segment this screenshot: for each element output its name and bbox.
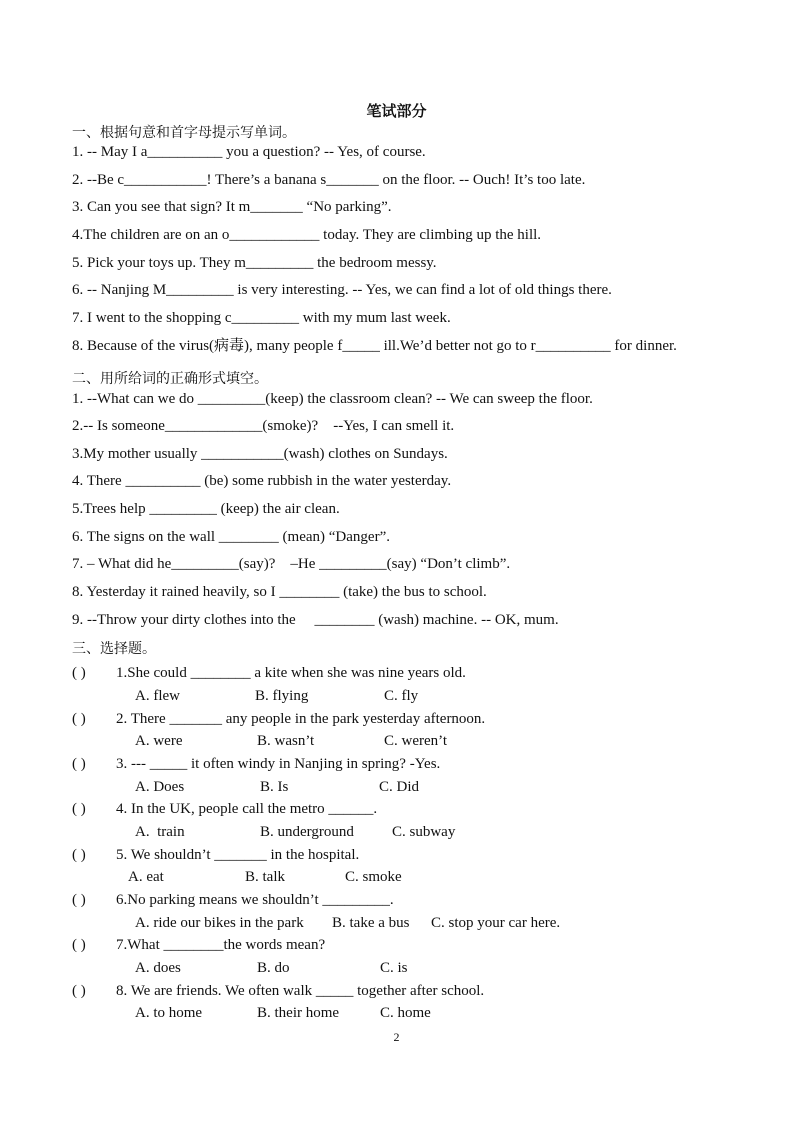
- mc-option-5b: B. talk: [245, 869, 285, 885]
- mc-question-3: 3. --- _____ it often windy in Nanjing in spring? -Yes.: [116, 756, 441, 772]
- answer-bracket: ( ): [72, 801, 86, 817]
- answer-bracket: ( ): [72, 711, 86, 727]
- answer-bracket: ( ): [72, 892, 86, 908]
- section2-heading: 二、用所给词的正确形式填空。: [72, 371, 268, 387]
- mc-option-7b: B. do: [257, 960, 290, 976]
- mc-option-1a: A. flew: [135, 688, 180, 704]
- section3-heading: 三、选择题。: [72, 641, 156, 657]
- answer-bracket: ( ): [72, 665, 86, 681]
- mc-option-4a: A. train: [135, 824, 185, 840]
- s1-item-6: 6. -- Nanjing M_________ is very interesting. -- Yes, we can find a lot of old things there.: [72, 282, 612, 298]
- s2-item-9: 9. --Throw your dirty clothes into the ________ (wash) machine. -- OK, mum.: [72, 612, 559, 628]
- s1-item-7: 7. I went to the shopping c_________ with my mum last week.: [72, 310, 451, 326]
- s2-item-5: 5.Trees help _________ (keep) the air clean.: [72, 501, 340, 517]
- s2-item-7: 7. – What did he_________(say)? –He _________(say) “Don’t climb”.: [72, 556, 511, 572]
- mc-question-8: 8. We are friends. We often walk _____ together after school.: [116, 983, 485, 999]
- s2-item-8: 8. Yesterday it rained heavily, so I ________ (take) the bus to school.: [72, 584, 487, 600]
- answer-bracket: ( ): [72, 937, 86, 953]
- mc-option-8c: C. home: [380, 1005, 431, 1021]
- s2-item-6: 6. The signs on the wall ________ (mean) “Danger”.: [72, 529, 390, 545]
- mc-question-1: 1.She could ________ a kite when she was nine years old.: [116, 665, 466, 681]
- mc-option-3c: C. Did: [379, 779, 420, 795]
- s1-item-3: 3. Can you see that sign? It m_______ “No parking”.: [72, 199, 392, 215]
- mc-option-1b: B. flying: [255, 688, 309, 704]
- mc-option-8b: B. their home: [257, 1005, 340, 1021]
- s2-item-1: 1. --What can we do _________(keep) the classroom clean? -- We can sweep the floor.: [72, 391, 593, 407]
- s1-item-2: 2. --Be c___________! There’s a banana s_______ on the floor. -- Ouch! It’s too late.: [72, 172, 586, 188]
- mc-option-3a: A. Does: [135, 779, 185, 795]
- s2-item-3: 3.My mother usually ___________(wash) clothes on Sundays.: [72, 446, 448, 462]
- mc-option-8a: A. to home: [135, 1005, 203, 1021]
- mc-option-2a: A. were: [135, 733, 183, 749]
- s1-item-1: 1. -- May I a__________ you a question? -- Yes, of course.: [72, 144, 426, 160]
- mc-question-4: 4. In the UK, people call the metro ______.: [116, 801, 378, 817]
- mc-option-5c: C. smoke: [345, 869, 402, 885]
- section1-heading: 一、根据句意和首字母提示写单词。: [72, 125, 296, 141]
- mc-option-6c: C. stop your car here.: [431, 915, 561, 931]
- mc-question-5: 5. We shouldn’t _______ in the hospital.: [116, 847, 360, 863]
- mc-option-3b: B. Is: [260, 779, 289, 795]
- s2-item-2: 2.-- Is someone_____________(smoke)? --Yes, I can smell it.: [72, 418, 455, 434]
- mc-option-2c: C. weren’t: [384, 733, 448, 749]
- page-number: 2: [393, 1030, 400, 1044]
- mc-question-6: 6.No parking means we shouldn’t _________.: [116, 892, 394, 908]
- mc-option-4c: C. subway: [392, 824, 456, 840]
- s1-item-8: 8. Because of the virus(病毒), many people f_____ ill.We’d better not go to r__________ for dinner.: [72, 338, 677, 354]
- s1-item-5: 5. Pick your toys up. They m_________ the bedroom messy.: [72, 255, 437, 271]
- answer-bracket: ( ): [72, 756, 86, 772]
- answer-bracket: ( ): [72, 847, 86, 863]
- s1-item-4: 4.The children are on an o____________ today. They are climbing up the hill.: [72, 227, 542, 243]
- mc-option-6a: A. ride our bikes in the park: [135, 915, 304, 931]
- mc-option-7c: C. is: [380, 960, 408, 976]
- mc-question-7: 7.What ________the words mean?: [116, 937, 326, 953]
- mc-option-7a: A. does: [135, 960, 181, 976]
- mc-question-2: 2. There _______ any people in the park yesterday afternoon.: [116, 711, 486, 727]
- s2-item-4: 4. There __________ (be) some rubbish in the water yesterday.: [72, 473, 452, 489]
- mc-option-1c: C. fly: [384, 688, 419, 704]
- mc-option-4b: B. underground: [260, 824, 354, 840]
- mc-option-6b: B. take a bus: [332, 915, 410, 931]
- answer-bracket: ( ): [72, 983, 86, 999]
- mc-option-5a: A. eat: [128, 869, 164, 885]
- page-title: 笔试部分: [366, 102, 427, 120]
- mc-option-2b: B. wasn’t: [257, 733, 315, 749]
